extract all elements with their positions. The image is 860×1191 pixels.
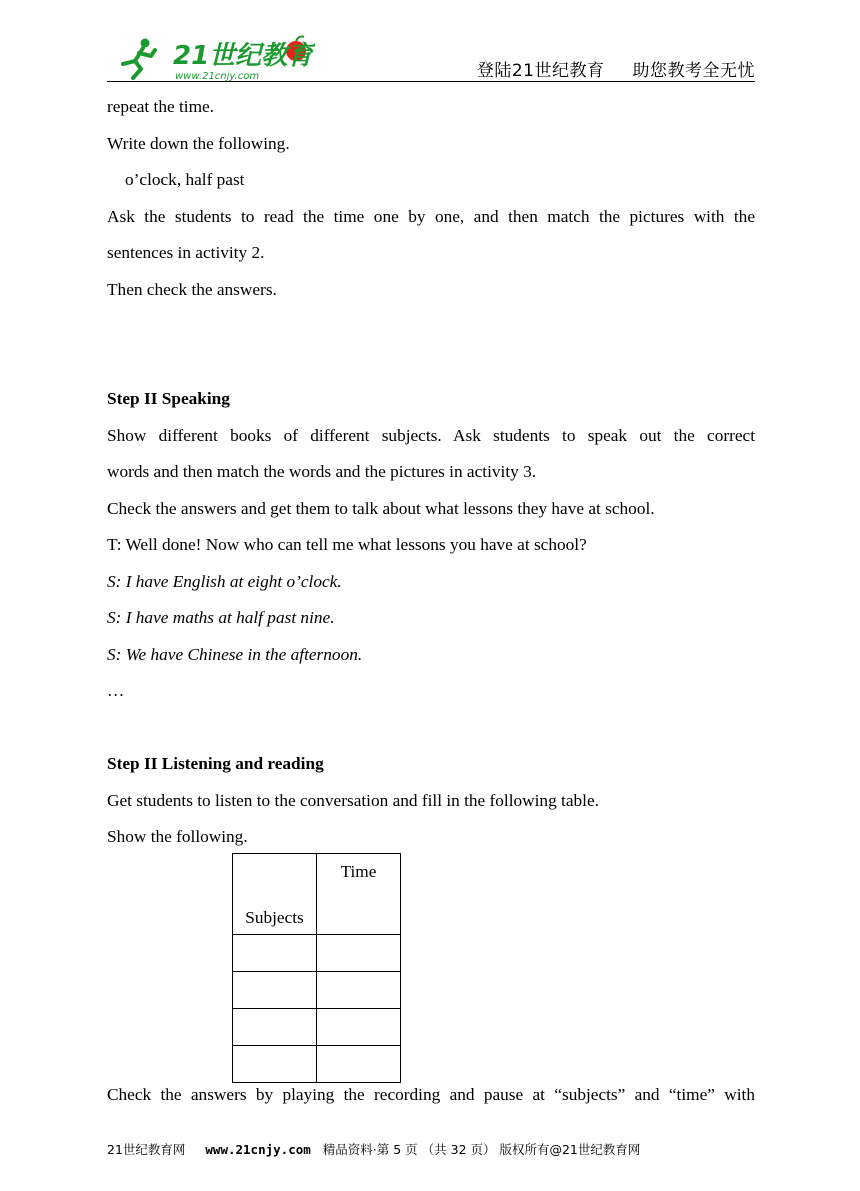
ellipsis: … bbox=[107, 681, 125, 700]
paragraph: words and then match the words and the pictures in activity 3. bbox=[107, 462, 537, 481]
paragraph: repeat the time. bbox=[107, 97, 214, 116]
paragraph: sentences in activity 2. bbox=[107, 243, 265, 262]
dialogue-line: S: We have Chinese in the afternoon. bbox=[107, 644, 363, 664]
page-header bbox=[107, 30, 755, 82]
paragraph: Then check the answers. bbox=[107, 279, 277, 299]
paragraph: T: Well done! Now who can tell me what lessons you have at school? bbox=[107, 535, 587, 554]
table-row bbox=[233, 1009, 401, 1046]
paragraph: o’clock, half past bbox=[125, 170, 245, 189]
subjects-time-table bbox=[232, 853, 401, 1083]
header-divider bbox=[107, 81, 755, 82]
runner-icon bbox=[123, 39, 155, 79]
logo-url: www.21cnjy.com bbox=[175, 71, 260, 82]
paragraph: Ask the students to read the time one by one, and then match the pictures with the bbox=[107, 206, 755, 226]
slogan-right: 助您教考全无忧 bbox=[632, 61, 755, 81]
header-slogan bbox=[477, 56, 755, 81]
table-header-subjects: Subjects bbox=[233, 854, 317, 935]
footer-url: www.21cnjy.com bbox=[205, 1142, 311, 1157]
section-heading: Step II Speaking bbox=[107, 389, 230, 408]
table-cell bbox=[317, 972, 401, 1009]
table-cell bbox=[317, 1009, 401, 1046]
table-cell bbox=[233, 1009, 317, 1046]
table-cell bbox=[317, 1046, 401, 1083]
logo-text: 21世纪教育 bbox=[173, 41, 314, 71]
footer-info: 精品资料·第 5 页 （共 32 页） 版权所有@21世纪教育网 bbox=[322, 1142, 641, 1157]
paragraph: Get students to listen to the conversation and fill in the following table. bbox=[107, 790, 599, 810]
table-row bbox=[233, 935, 401, 972]
slogan-left: 登陆21世纪教育 bbox=[476, 61, 605, 81]
table-header-time: Time bbox=[317, 854, 401, 935]
footer-site: 21世纪教育网 bbox=[107, 1142, 186, 1157]
paragraph: Write down the following. bbox=[107, 133, 290, 153]
logo bbox=[115, 34, 315, 82]
document-body bbox=[107, 92, 755, 859]
paragraph: Check the answers by playing the recording and pause at “subjects” and “time” with bbox=[107, 1085, 755, 1104]
section-heading: Step II Listening and reading bbox=[107, 754, 324, 773]
page-footer bbox=[107, 1140, 640, 1158]
paragraph: Show the following. bbox=[107, 827, 248, 846]
table-cell bbox=[233, 935, 317, 972]
dialogue-line: S: I have maths at half past nine. bbox=[107, 608, 335, 627]
paragraph: Show different books of different subjects. Ask students to speak out the correct bbox=[107, 425, 755, 445]
table-cell bbox=[233, 972, 317, 1009]
dialogue-line: S: I have English at eight o’clock. bbox=[107, 571, 342, 591]
table-cell bbox=[317, 935, 401, 972]
table-row bbox=[233, 972, 401, 1009]
paragraph: Check the answers and get them to talk about what lessons they have at school. bbox=[107, 498, 655, 518]
table-row bbox=[233, 1046, 401, 1083]
table-cell bbox=[233, 1046, 317, 1083]
